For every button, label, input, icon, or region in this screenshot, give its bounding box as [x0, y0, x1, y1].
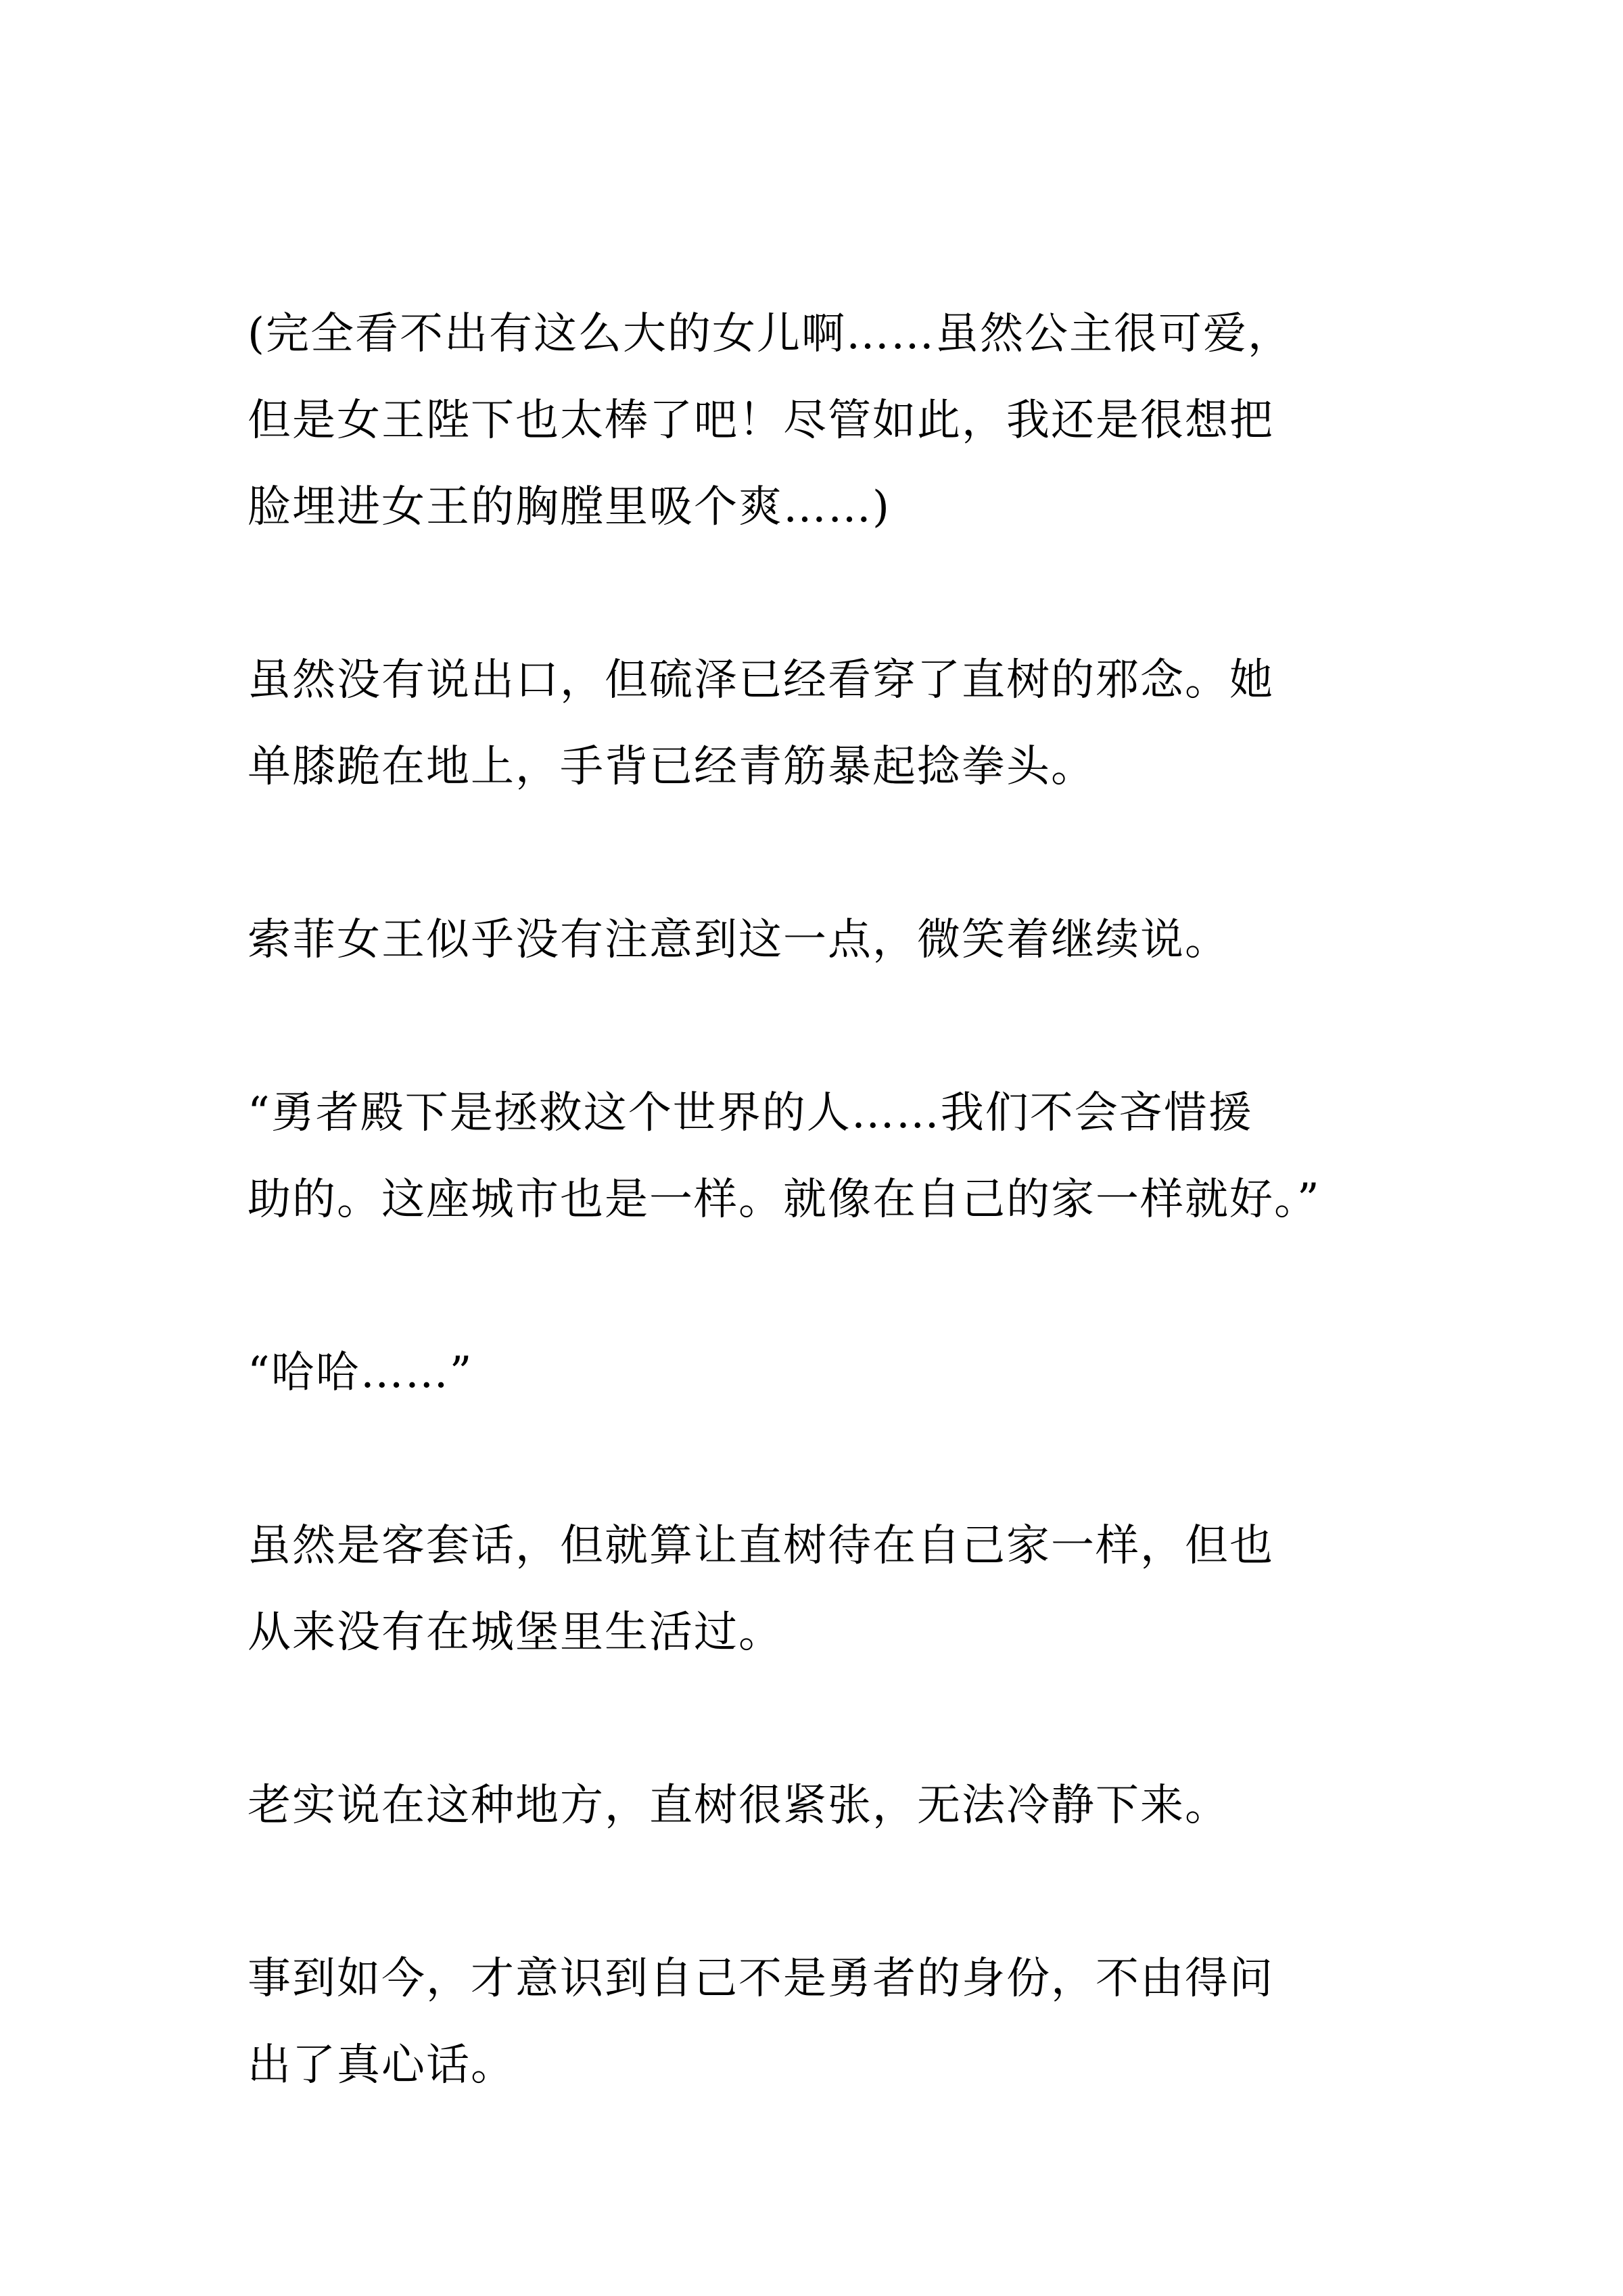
paragraph-dialogue: “哈哈……” — [248, 1348, 473, 1398]
paragraph-narration: 事到如今，才意识到自己不是勇者的身份，不由得问 出了真心话。 — [248, 1954, 1274, 2090]
document-body — [248, 291, 1384, 2109]
paragraph-narration: 虽然没有说出口，但硫泽已经看穿了直树的邪念。她 单膝跪在地上，手背已经青筋暴起捻拳头。 — [248, 655, 1274, 792]
paragraph-narration: 虽然是客套话，但就算让直树待在自己家一样，但也 从来没有在城堡里生活过。 — [248, 1521, 1274, 1658]
paragraph-narration: 索菲女王似乎没有注意到这一点，微笑着继续说。 — [248, 915, 1229, 965]
paragraph-inner-thought: (完全看不出有这么大的女儿啊……虽然公主很可爱， 但是女王陛下也太棒了吧！尽管如此，我还是很想把 脸埋进女王的胸膛里吸个爽……) — [248, 309, 1292, 532]
paragraph-narration: 老实说在这种地方，直树很紧张，无法冷静下来。 — [248, 1781, 1229, 1831]
paragraph-dialogue: “勇者殿下是拯救这个世界的人……我们不会吝惜援 助的。这座城市也是一样。就像在自己的家一样就好。” — [248, 1088, 1321, 1225]
